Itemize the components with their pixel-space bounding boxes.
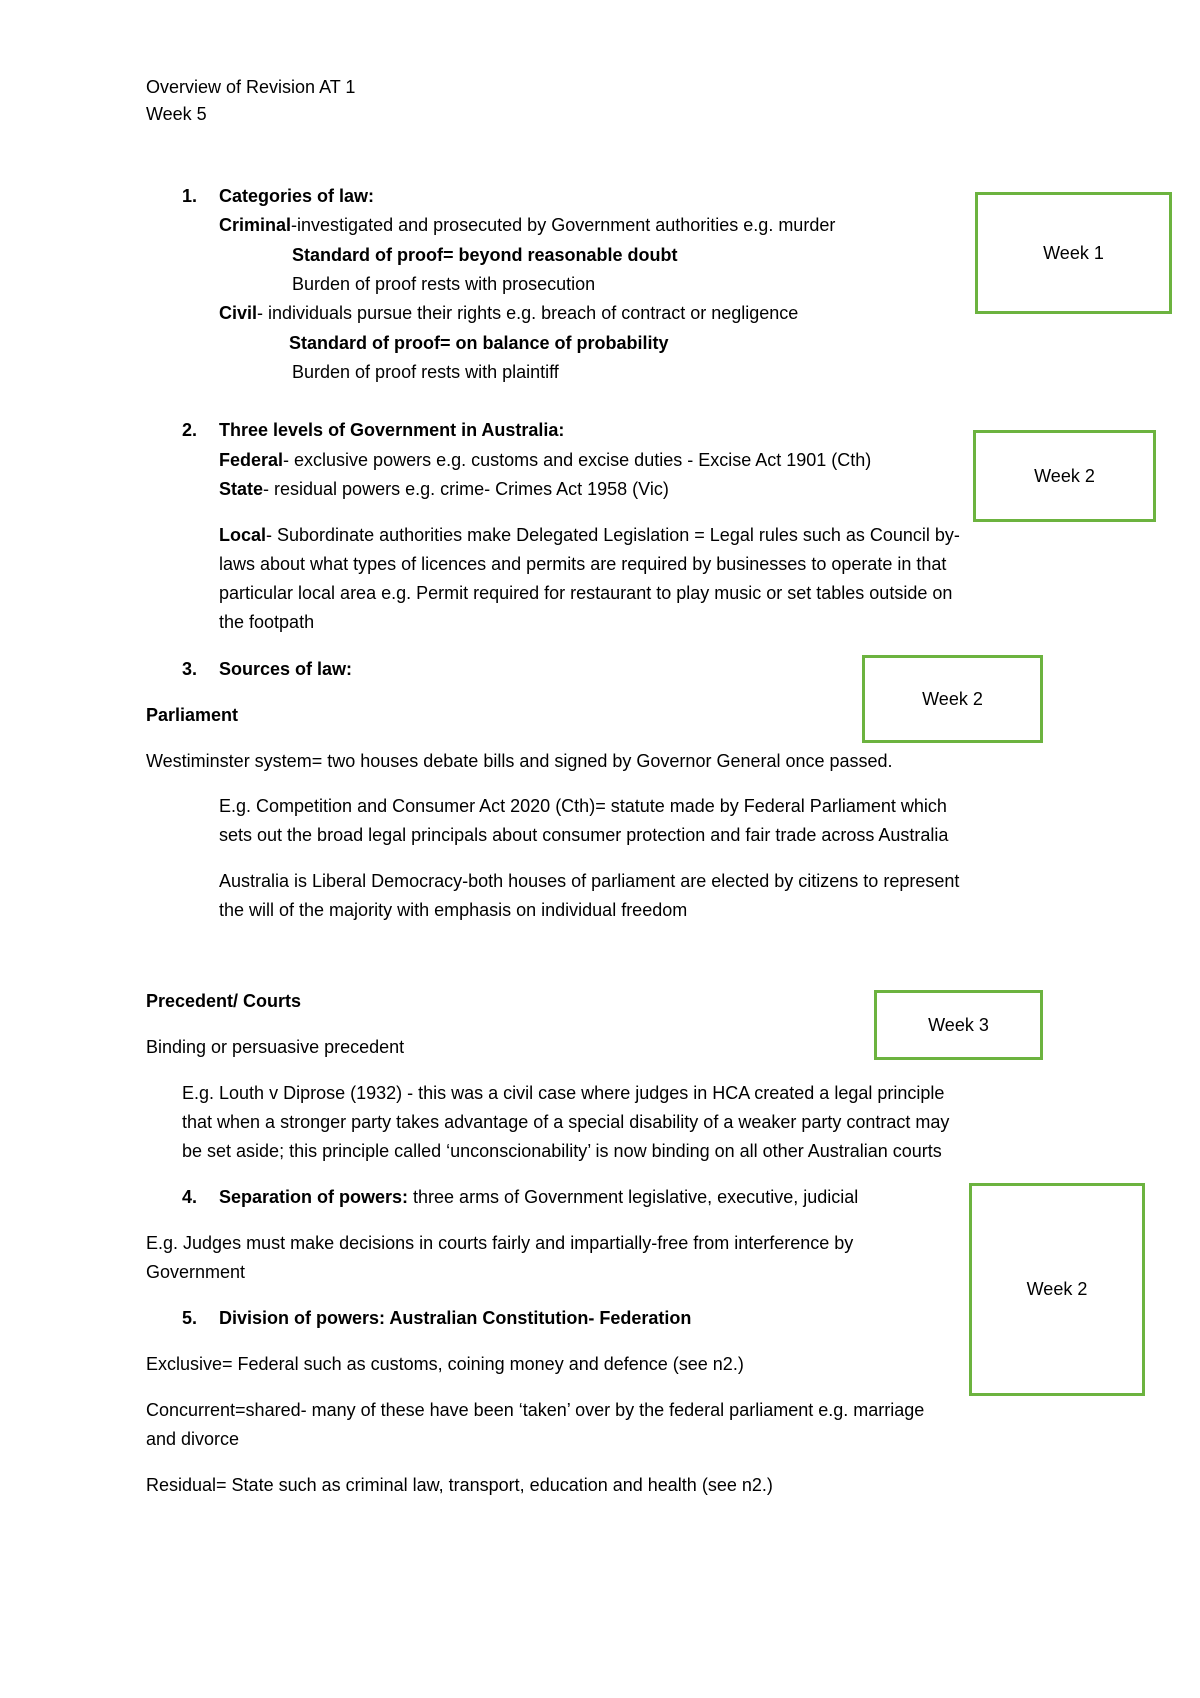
federal-line [219,449,871,471]
binding-text: Binding or persuasive precedent [146,1037,405,1057]
federal-text: - exclusive powers e.g. customs and excise duties - Excise Act 1901 (Cth) [283,450,872,470]
local-line-1 [219,524,960,546]
civil-text: - individuals pursue their rights e.g. breach of contract or negligence [257,303,799,323]
week-2-box-government: Week 2 [973,430,1156,522]
section-4-text: three arms of Government legislative, executive, judicial [408,1187,859,1207]
section-1-number: 1. [182,186,198,206]
liberal-line-1: Australia is Liberal Democracy-both houses of parliament are elected by citizens to represent [219,871,960,891]
state-label: State [219,479,264,499]
week-1-box: Week 1 [975,192,1172,314]
state-text: - residual powers e.g. crime- Crimes Act 1958 (Vic) [263,479,669,499]
local-line-4: the footpath [219,612,315,632]
section-3-heading: Sources of law: [219,659,353,679]
concurrent-line-2: and divorce [146,1429,240,1449]
criminal-text: -investigated and prosecuted by Government authorities e.g. murder [291,215,836,235]
local-label: Local [219,525,267,545]
section-3-number: 3. [182,659,198,679]
document-week: Week 5 [146,104,207,124]
criminal-line [219,214,835,236]
section-5-number: 5. [182,1308,198,1328]
exclusive-text: Exclusive= Federal such as customs, coining money and defence (see n2.) [146,1354,744,1374]
week-2-box-sources: Week 2 [862,655,1043,743]
section-1-heading: Categories of law: [219,186,375,206]
parliament-heading: Parliament [146,705,239,725]
civil-label: Civil [219,303,258,323]
louth-line-2: that when a stronger party takes advantage of a special disability of a weaker party contract may [182,1112,950,1132]
local-line-2: laws about what types of licences and permits are required by businesses to operate in that [219,554,947,574]
local-line-3: particular local area e.g. Permit required for restaurant to play music or set tables outside on [219,583,953,603]
section-2-number: 2. [182,420,198,440]
judges-line-1: E.g. Judges must make decisions in courts fairly and impartially-free from interference by [146,1233,854,1253]
competition-line-2: sets out the broad legal principals about consumer protection and fair trade across Australia [219,825,949,845]
competition-line-1: E.g. Competition and Consumer Act 2020 (Cth)= statute made by Federal Parliament which [219,796,947,816]
federal-label: Federal [219,450,284,470]
civil-burden: Burden of proof rests with plaintiff [292,362,559,382]
criminal-label: Criminal [219,215,292,235]
section-4-number: 4. [182,1187,198,1207]
civil-line [219,302,798,324]
westminster-text: Westiminster system= two houses debate bills and signed by Governor General once passed. [146,751,893,771]
document-title: Overview of Revision AT 1 [146,77,356,97]
residual-text: Residual= State such as criminal law, transport, education and health (see n2.) [146,1475,773,1495]
precedent-heading: Precedent/ Courts [146,991,302,1011]
section-4-heading: Separation of powers: [219,1187,409,1207]
louth-line-3: be set aside; this principle called ‘unconscionability’ is now binding on all other Australian courts [182,1141,942,1161]
civil-standard: Standard of proof= on balance of probability [289,333,669,353]
state-line [219,478,669,500]
criminal-burden: Burden of proof rests with prosecution [292,274,596,294]
week-2-box-powers: Week 2 [969,1183,1145,1396]
local-text: - Subordinate authorities make Delegated Legislation = Legal rules such as Council by- [266,525,960,545]
section-4-line [219,1186,858,1208]
liberal-line-2: the will of the majority with emphasis on individual freedom [219,900,688,920]
criminal-standard: Standard of proof= beyond reasonable doubt [292,245,678,265]
concurrent-line-1: Concurrent=shared- many of these have been ‘taken’ over by the federal parliament e.g. marriage [146,1400,925,1420]
section-2-heading: Three levels of Government in Australia: [219,420,565,440]
louth-line-1: E.g. Louth v Diprose (1932) - this was a civil case where judges in HCA created a legal principle [182,1083,945,1103]
judges-line-2: Government [146,1262,246,1282]
week-3-box: Week 3 [874,990,1043,1060]
section-5-heading: Division of powers: Australian Constitution- Federation [219,1308,692,1328]
